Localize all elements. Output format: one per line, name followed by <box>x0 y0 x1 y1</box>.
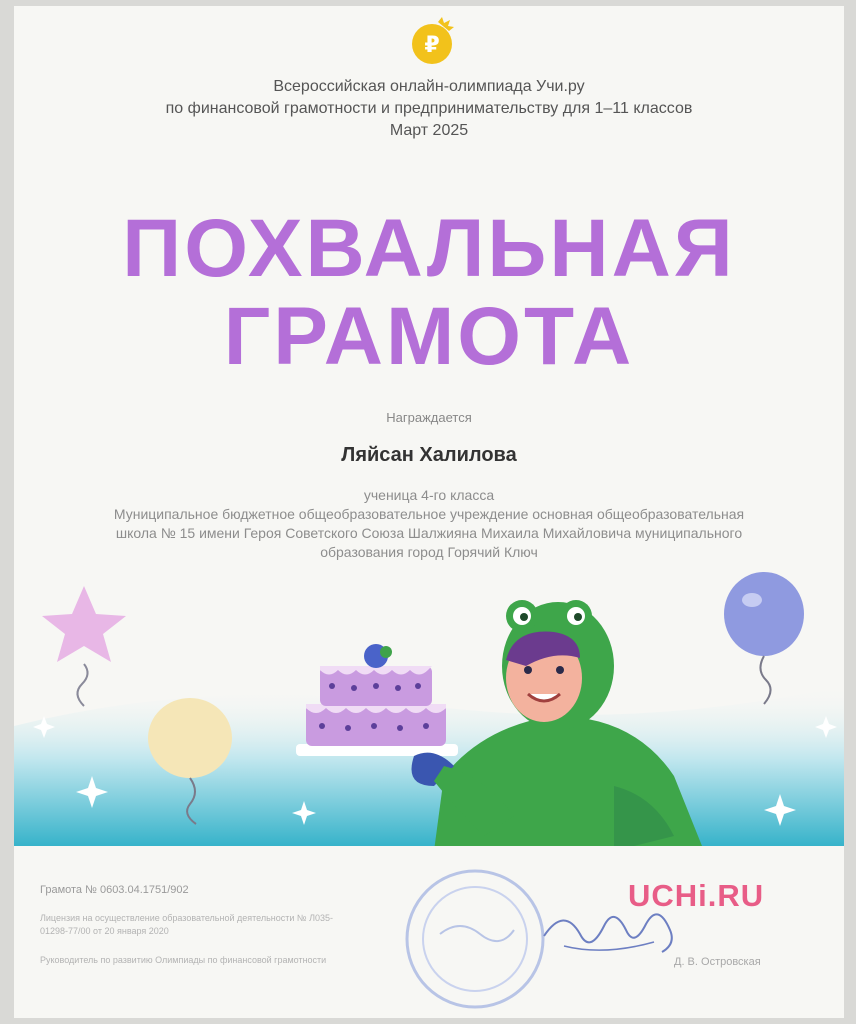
header-line-3: Март 2025 <box>389 122 469 139</box>
license-text: Лицензия на осуществление образовательной деятельности № Л035-01298-77/00 от 20 января 2020 <box>40 913 333 936</box>
coin-logo-icon <box>408 16 460 68</box>
signer-role: Руководитель по развитию Олимпиады по финансовой грамотности <box>40 955 327 965</box>
header-line-1: Всероссийская онлайн-олимпиада Учи.ру <box>273 78 585 95</box>
recipient-name: Ляйсан Халилова <box>341 444 517 466</box>
recipient-details <box>94 486 764 562</box>
svg-text:₽: ₽ <box>424 33 440 58</box>
certificate-number: Грамота № 0603.04.1751/902 <box>40 884 189 896</box>
header-line-2: по финансовой грамотности и предпринимательству для 1–11 классов <box>165 100 693 117</box>
cake-icon <box>296 644 458 756</box>
uchi-ru-logo: UCHi.RU <box>628 878 765 913</box>
recipient-school: Муниципальное бюджетное общеобразовательное учреждение основная общеобразовательная школа № 15 имени Героя Советского Союза Шалжияна Михаила Михайловича муниципального образования город Горячий Ключ <box>113 506 745 560</box>
signer-name: Д. В. Островская <box>674 956 761 968</box>
awarded-label: Награждается <box>386 410 472 425</box>
certificate-page <box>14 6 844 1018</box>
title-line-2: ГРАМОТА <box>223 291 635 382</box>
blue-balloon-icon <box>724 572 804 704</box>
title-line-1: ПОХВАЛЬНАЯ <box>122 203 736 294</box>
certificate-footer <box>14 846 844 1018</box>
illustration-scene <box>14 566 844 866</box>
star-decoration-icon <box>42 586 126 706</box>
olympiad-header <box>14 76 844 142</box>
recipient-grade: ученица 4-го класса <box>363 487 495 503</box>
